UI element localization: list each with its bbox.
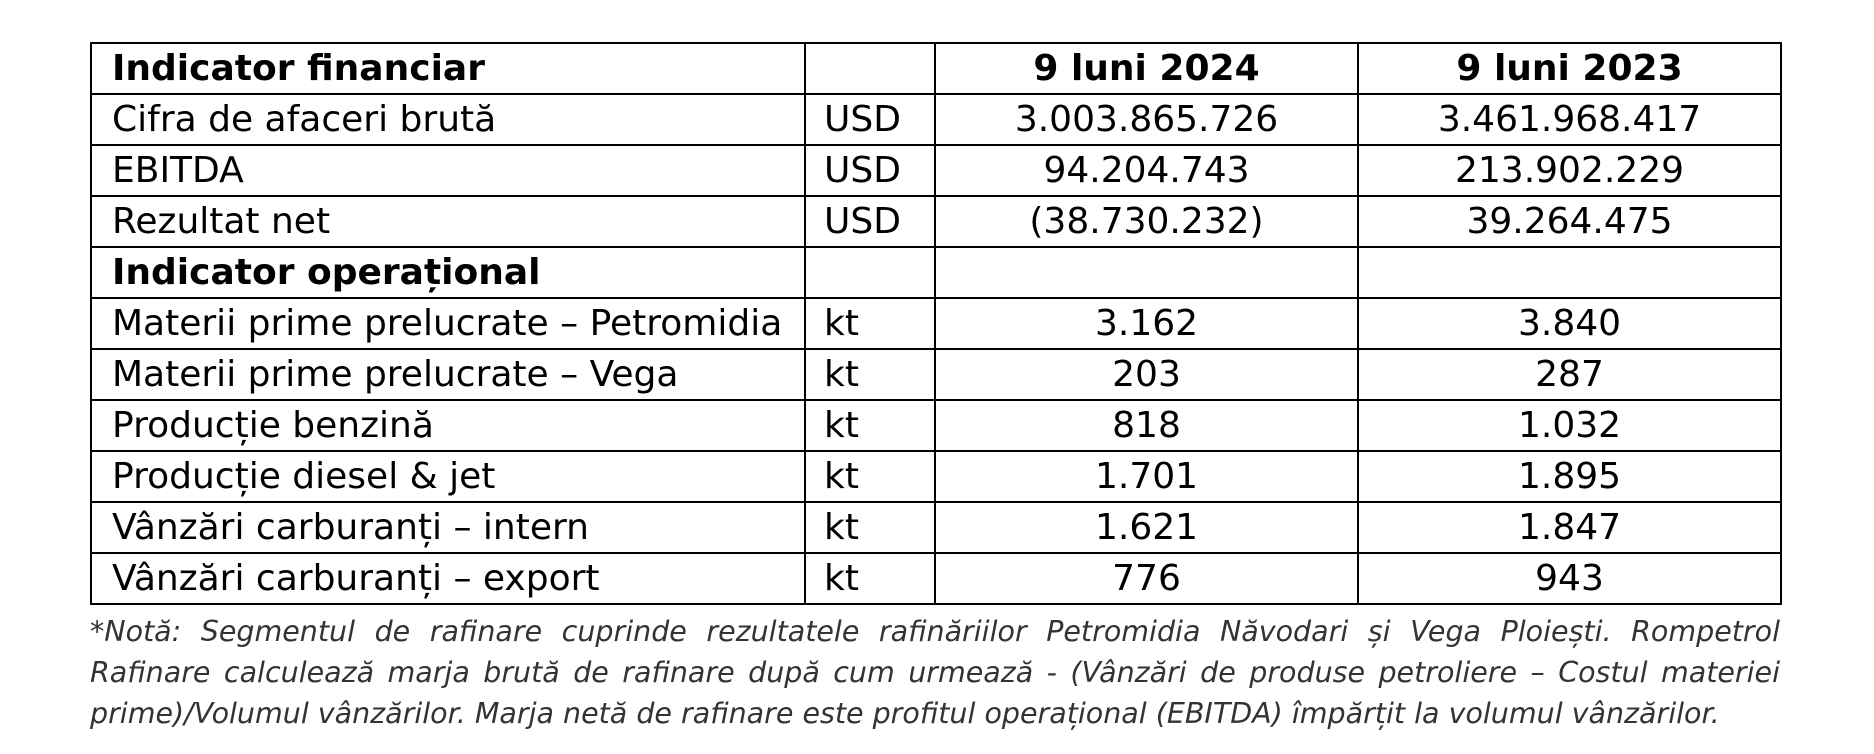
row-unit: kt: [805, 298, 935, 349]
table-row-rezultat-net: [91, 196, 1781, 247]
row-value-2024: 818: [935, 400, 1358, 451]
row-value-2024: 1.701: [935, 451, 1358, 502]
empty-cell: [805, 247, 935, 298]
row-unit: kt: [805, 502, 935, 553]
row-label: EBITDA: [91, 145, 805, 196]
row-value-2024: 1.621: [935, 502, 1358, 553]
table-row-materii-vega: [91, 349, 1781, 400]
row-value-2024: 94.204.743: [935, 145, 1358, 196]
table-header-row: [91, 43, 1781, 94]
row-unit: kt: [805, 451, 935, 502]
row-value-2023: 3.461.968.417: [1358, 94, 1781, 145]
table-row-materii-petromidia: [91, 298, 1781, 349]
row-label: Rezultat net: [91, 196, 805, 247]
row-unit: kt: [805, 349, 935, 400]
row-value-2023: 1.032: [1358, 400, 1781, 451]
footnote: *Notă: Segmentul de rafinare cuprinde rezultatele rafinăriilor Petromidia Năvodari și Vega Ploiești. Rompetrol Rafinare calculează marja brută de rafinare după cum urmează - (Vânzări de produse petroliere – Costul materiei prime)/Volumul vânzărilor. Marja netă de rafinare este profitul operațional (EBITDA) împărțit la volumul vânzărilor.: [90, 615, 1780, 730]
header-indicator-operational: Indicator operațional: [91, 247, 805, 298]
row-value-2024: 776: [935, 553, 1358, 604]
row-label: Vânzări carburanți – intern: [91, 502, 805, 553]
empty-cell: [1358, 247, 1781, 298]
row-value-2024: (38.730.232): [935, 196, 1358, 247]
row-label: Vânzări carburanți – export: [91, 553, 805, 604]
table-row-vanzari-intern: [91, 502, 1781, 553]
header-unit: [805, 43, 935, 94]
financial-indicators-table: [90, 42, 1782, 605]
row-unit: kt: [805, 400, 935, 451]
row-unit: USD: [805, 196, 935, 247]
financial-document: [90, 42, 1780, 734]
table-row-ebitda: [91, 145, 1781, 196]
header-indicator-financiar: Indicator financiar: [91, 43, 805, 94]
row-value-2023: 287: [1358, 349, 1781, 400]
table-row-productie-diesel-jet: [91, 451, 1781, 502]
row-label: Materii prime prelucrate – Vega: [91, 349, 805, 400]
row-value-2023: 1.847: [1358, 502, 1781, 553]
row-label: Cifra de afaceri brută: [91, 94, 805, 145]
empty-cell: [935, 247, 1358, 298]
row-unit: USD: [805, 145, 935, 196]
operational-section-header-row: [91, 247, 1781, 298]
row-value-2023: 943: [1358, 553, 1781, 604]
row-value-2024: 3.162: [935, 298, 1358, 349]
row-label: Producție benzină: [91, 400, 805, 451]
header-col-2023: 9 luni 2023: [1358, 43, 1781, 94]
row-unit: USD: [805, 94, 935, 145]
row-value-2023: 213.902.229: [1358, 145, 1781, 196]
table-row-cifra-afaceri: [91, 94, 1781, 145]
header-col-2024: 9 luni 2024: [935, 43, 1358, 94]
row-label: Producție diesel & jet: [91, 451, 805, 502]
row-value-2024: 3.003.865.726: [935, 94, 1358, 145]
row-value-2024: 203: [935, 349, 1358, 400]
row-value-2023: 39.264.475: [1358, 196, 1781, 247]
row-value-2023: 1.895: [1358, 451, 1781, 502]
row-label: Materii prime prelucrate – Petromidia: [91, 298, 805, 349]
table-row-productie-benzina: [91, 400, 1781, 451]
row-value-2023: 3.840: [1358, 298, 1781, 349]
table-row-vanzari-export: [91, 553, 1781, 604]
row-unit: kt: [805, 553, 935, 604]
